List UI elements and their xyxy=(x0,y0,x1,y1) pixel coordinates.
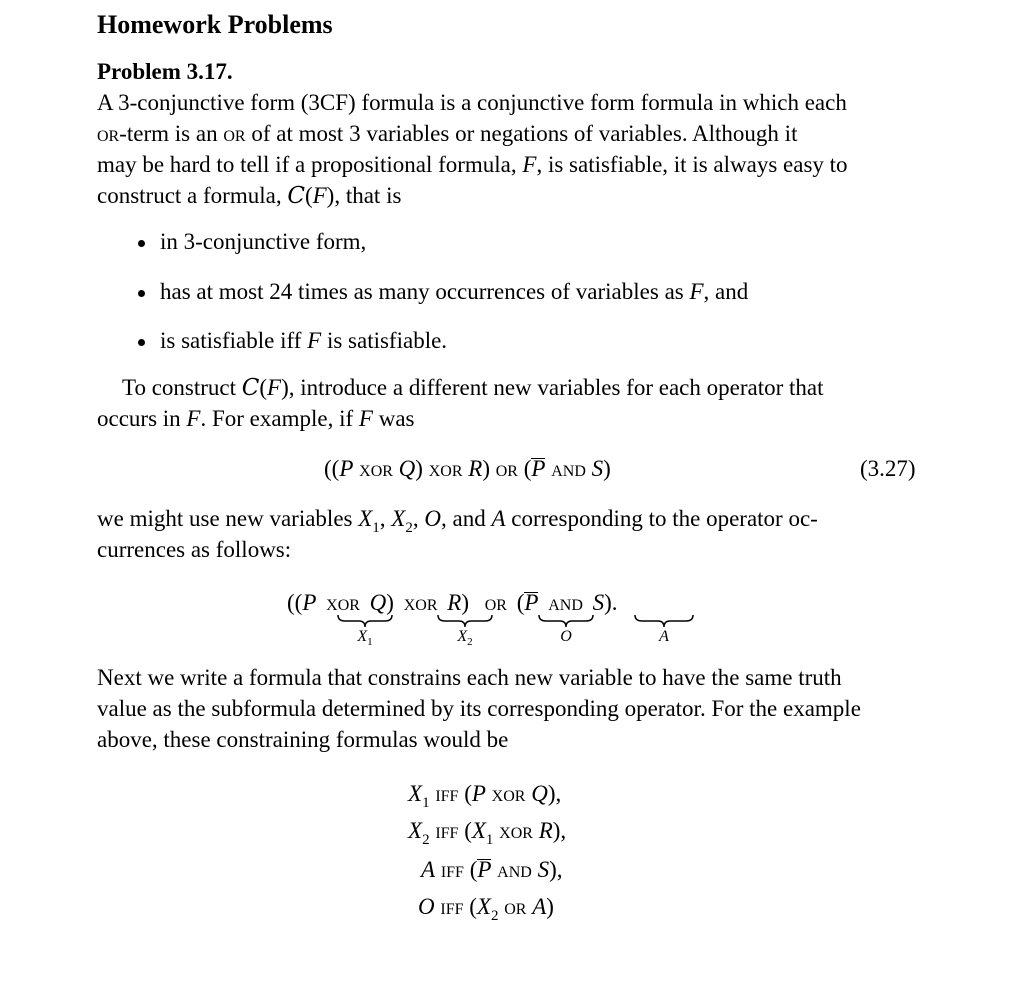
op-or: or xyxy=(495,456,518,481)
var-P: P xyxy=(339,456,354,481)
var-X: X xyxy=(457,628,468,645)
text: ), that is xyxy=(326,183,402,208)
op-iff: iff xyxy=(440,894,464,919)
var-O: O xyxy=(424,506,441,531)
var-A: A xyxy=(532,894,547,919)
op-xor: xor xyxy=(499,818,533,843)
problem-title: Problem 3.17. xyxy=(97,59,233,84)
subscript: 1 xyxy=(367,636,373,648)
construct-line-2 xyxy=(97,406,414,432)
var-F: F xyxy=(522,152,537,177)
var-P: P xyxy=(471,781,486,806)
subscript: 2 xyxy=(405,520,413,536)
construct-line-1 xyxy=(122,375,824,401)
var-P-negated: P xyxy=(531,456,546,481)
intro-line-1: A 3-conjunctive form (3CF) formula is a conjunctive form formula in which each xyxy=(97,90,847,115)
var-P: P xyxy=(302,590,317,615)
subscript: 2 xyxy=(490,908,499,924)
var-R: R xyxy=(447,590,462,615)
var-X: X xyxy=(391,506,406,531)
next-line-1: Next we write a formula that constrains each new variable to have the same truth xyxy=(97,665,842,690)
var-A: A xyxy=(421,857,436,882)
op-or: or xyxy=(223,121,246,146)
next-line-2: value as the subformula determined by its corresponding operator. For the example xyxy=(97,696,861,721)
var-O: O xyxy=(418,894,435,919)
var-F: F xyxy=(689,279,704,304)
subscript: 1 xyxy=(372,520,380,536)
brace-label-x1 xyxy=(345,628,385,646)
text: is satisfiable iff xyxy=(160,328,308,353)
var-F: F xyxy=(307,328,322,353)
var-F: F xyxy=(267,375,282,400)
text: ( xyxy=(304,183,313,208)
paren: ( xyxy=(523,456,532,481)
paren: ( xyxy=(516,590,525,615)
op-xor: xor xyxy=(403,590,438,615)
var-X: X xyxy=(476,894,491,919)
var-F: F xyxy=(186,406,201,431)
paren: ) xyxy=(482,456,490,481)
text: , is satisfiable, it is always easy to xyxy=(536,152,848,177)
var-X: X xyxy=(408,818,423,843)
underbrace-x2 xyxy=(437,614,493,628)
var-S: S xyxy=(592,590,605,615)
intro-line-3 xyxy=(97,152,848,178)
var-F: F xyxy=(358,406,373,431)
op-or: or xyxy=(97,121,120,146)
var-R: R xyxy=(538,818,553,843)
paren: ). xyxy=(604,590,618,615)
intro-line-2 xyxy=(97,121,797,147)
subscript: 2 xyxy=(467,636,473,648)
op-and: and xyxy=(551,456,586,481)
text: construct a formula, xyxy=(97,183,288,208)
text: ), introduce a different new variables for each operator that xyxy=(281,375,824,400)
paren: (( xyxy=(287,590,303,615)
op-xor: xor xyxy=(359,456,393,481)
equation-number: (3.27) xyxy=(860,456,916,481)
paren: ), xyxy=(552,818,567,843)
constraint-2 xyxy=(408,818,567,848)
subscript: 2 xyxy=(422,832,430,848)
paren: ( xyxy=(469,894,477,919)
var-F: F xyxy=(312,183,327,208)
underbrace-a xyxy=(634,614,694,628)
op-and: and xyxy=(548,590,583,615)
op-xor: xor xyxy=(326,590,360,615)
text: has at most 24 times as many occurrences of variables as xyxy=(160,279,690,304)
text: may be hard to tell if a propositional formula, xyxy=(97,152,523,177)
paren: ) xyxy=(546,894,554,919)
var-X: X xyxy=(408,781,423,806)
var-Q: Q xyxy=(398,456,416,481)
bullet-dot xyxy=(138,339,145,346)
var-R: R xyxy=(468,456,483,481)
bullet-dot xyxy=(138,290,145,297)
comma: , xyxy=(412,506,425,531)
text: To construct xyxy=(122,375,242,400)
paren: ( xyxy=(464,818,472,843)
bullet-item-2 xyxy=(160,279,748,305)
var-X: X xyxy=(357,628,368,645)
var-X: X xyxy=(358,506,373,531)
paren: ) xyxy=(461,590,469,615)
op-iff: iff xyxy=(435,818,459,843)
subscript: 1 xyxy=(485,832,494,848)
paren: ) xyxy=(415,456,423,481)
paren: ) xyxy=(603,456,611,481)
underbrace-x1 xyxy=(337,614,393,628)
var-P-negated: P xyxy=(524,590,539,615)
section-title: Homework Problems xyxy=(97,10,333,39)
constraint-1 xyxy=(408,781,562,811)
text: is satisfiable. xyxy=(321,328,448,353)
op-xor: xor xyxy=(428,456,463,481)
text: . For example, if xyxy=(200,406,359,431)
text: we might use new variables xyxy=(97,506,359,531)
var-P-negated: P xyxy=(477,857,492,882)
underbrace-o xyxy=(538,614,594,628)
text: , and xyxy=(440,506,492,531)
var-S: S xyxy=(591,456,604,481)
text: of at most 3 variables or negations of variables. Although it xyxy=(245,121,798,146)
paren: ), xyxy=(549,857,563,882)
bullet-item-1: in 3-conjunctive form, xyxy=(160,229,367,254)
var-A: A xyxy=(491,506,506,531)
op-or: or xyxy=(484,590,507,615)
text: -term is an xyxy=(119,121,224,146)
constraint-3 xyxy=(421,857,563,883)
next-line-3: above, these constraining formulas would be xyxy=(97,727,509,752)
calligraphic-C: C xyxy=(287,183,305,209)
bullet-item-3 xyxy=(160,328,447,354)
var-S: S xyxy=(537,857,550,882)
paren: ) xyxy=(386,590,394,615)
op-xor: xor xyxy=(491,781,526,806)
op-iff: iff xyxy=(435,781,459,806)
paren: (( xyxy=(324,456,340,481)
underbraced-equation xyxy=(287,590,618,616)
op-and: and xyxy=(497,857,532,882)
paren: ), xyxy=(547,781,562,806)
op-iff: iff xyxy=(440,857,464,882)
text: , and xyxy=(703,279,749,304)
subscript: 1 xyxy=(422,795,430,811)
brace-label-a: A xyxy=(659,628,669,645)
paren: ( xyxy=(464,781,472,806)
text: occurs in xyxy=(97,406,187,431)
var-Q: Q xyxy=(531,781,548,806)
var-X: X xyxy=(471,818,486,843)
equation-3-27 xyxy=(324,456,611,482)
use-vars-line-2: currences as follows: xyxy=(97,537,292,562)
var-Q: Q xyxy=(369,590,387,615)
brace-label-o: O xyxy=(560,628,572,645)
bullet-dot xyxy=(138,240,145,247)
text: corresponding to the operator oc- xyxy=(505,506,818,531)
paren: ( xyxy=(469,857,478,882)
calligraphic-C: C xyxy=(241,375,260,401)
op-or: or xyxy=(504,894,527,919)
brace-label-x2 xyxy=(445,628,485,646)
text: was xyxy=(372,406,415,431)
intro-line-4 xyxy=(97,183,401,209)
constraint-4 xyxy=(418,894,554,924)
use-vars-line-1 xyxy=(97,506,818,536)
comma: , xyxy=(379,506,392,531)
text: ( xyxy=(259,375,268,400)
